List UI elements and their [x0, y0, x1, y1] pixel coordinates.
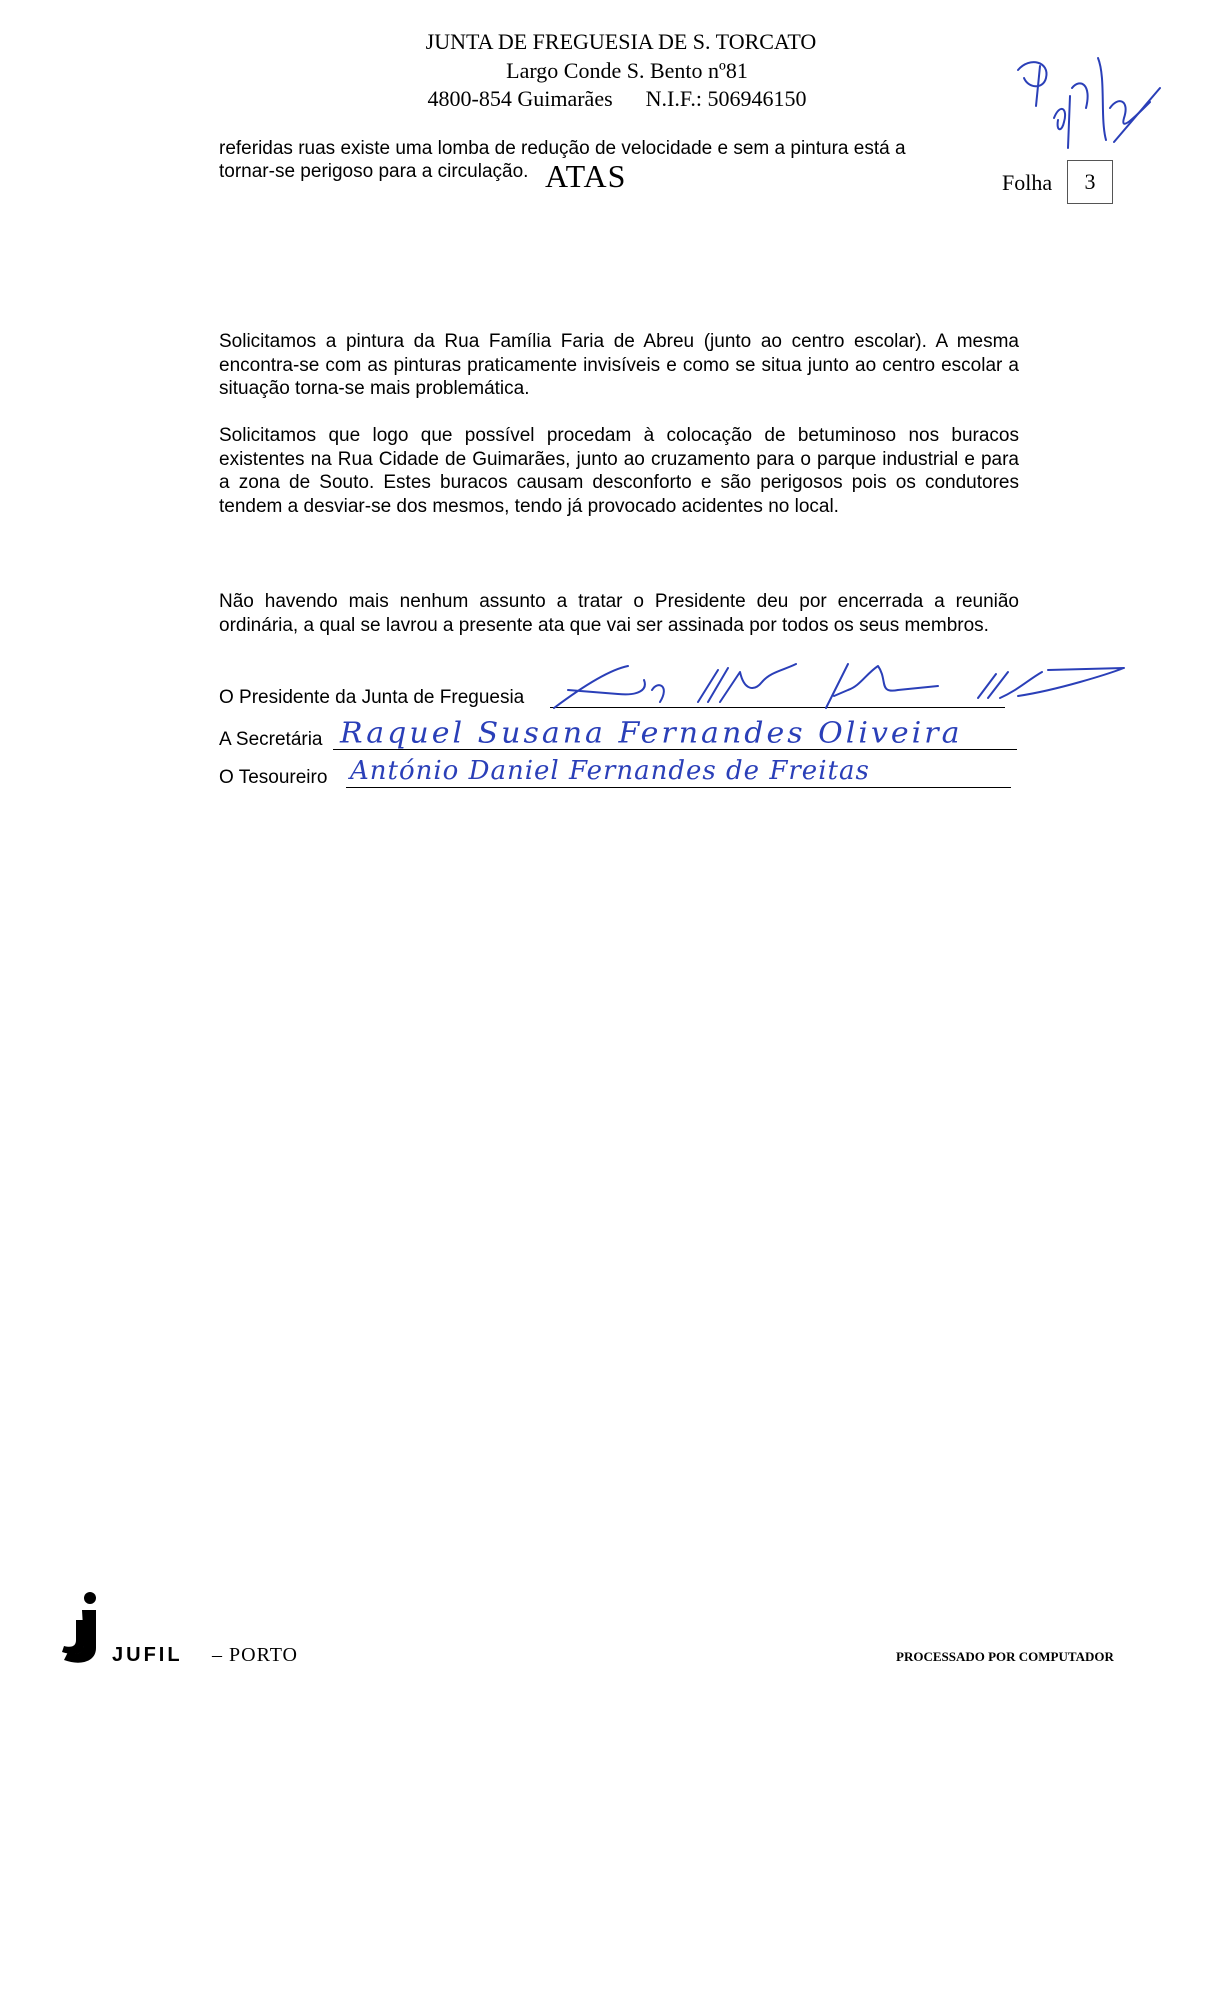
- letterhead-nif: N.I.F.: 506946150: [645, 86, 807, 111]
- paragraph-closing: Não havendo mais nenhum assunto a tratar o Presidente deu por encerrada a reunião ordinária, a qual se lavrou a presente ata que vai ser assinada por todos os seus membros.: [219, 591, 1019, 636]
- page-initials-signature: [1010, 48, 1170, 158]
- treasurer-signature: António Daniel Fernandes de Freitas: [350, 756, 870, 786]
- paragraph-continuation-line1: referidas ruas existe uma lomba de redução de velocidade e sem a pintura está a: [219, 138, 906, 159]
- paragraph-road-painting: Solicitamos a pintura da Rua Família Faria de Abreu (junto ao centro escolar). A mesma encontra-se com as pinturas praticamente invisíveis e como se situa junto ao centro escolar a situação torna-se mais problemática.: [219, 331, 1019, 399]
- folha-number: 3: [1084, 169, 1096, 194]
- book-label: ATAS: [545, 158, 627, 194]
- president-signature: [548, 650, 1128, 720]
- treasurer-label: O Tesoureiro: [219, 767, 328, 788]
- jufil-logo-icon: [54, 1590, 104, 1666]
- footer-processed: PROCESSADO POR COMPUTADOR: [896, 1649, 1114, 1664]
- paragraph-potholes: Solicitamos que logo que possível procedam à colocação de betuminoso nos buracos existentes na Rua Cidade de Guimarães, junto ao cruzamento para o parque industrial e para a zona de Souto. Estes buracos causam desconforto e são perigosos pois os condutores tendem a desviar-se dos mesmos, tendo já provocado acidentes no local.: [219, 425, 1019, 517]
- secretary-signature: Raquel Susana Fernandes Oliveira: [340, 716, 963, 751]
- secretary-label: A Secretária: [219, 729, 323, 750]
- folha-label: Folha: [1002, 170, 1053, 195]
- letterhead-name: JUNTA DE FREGUESIA DE S. TORCATO: [425, 29, 817, 54]
- folha-number-box: [1067, 160, 1113, 204]
- treasurer-signature-line: [346, 787, 1011, 788]
- president-label: O Presidente da Junta de Freguesia: [219, 687, 525, 708]
- letterhead-postal: 4800-854 Guimarães: [427, 86, 613, 111]
- footer-place: – PORTO: [212, 1644, 299, 1666]
- letterhead-address: Largo Conde S. Bento nº81: [506, 58, 748, 83]
- paragraph-continuation-line2: tornar-se perigoso para a circulação.: [219, 161, 529, 182]
- footer-brand: JUFIL: [112, 1644, 183, 1666]
